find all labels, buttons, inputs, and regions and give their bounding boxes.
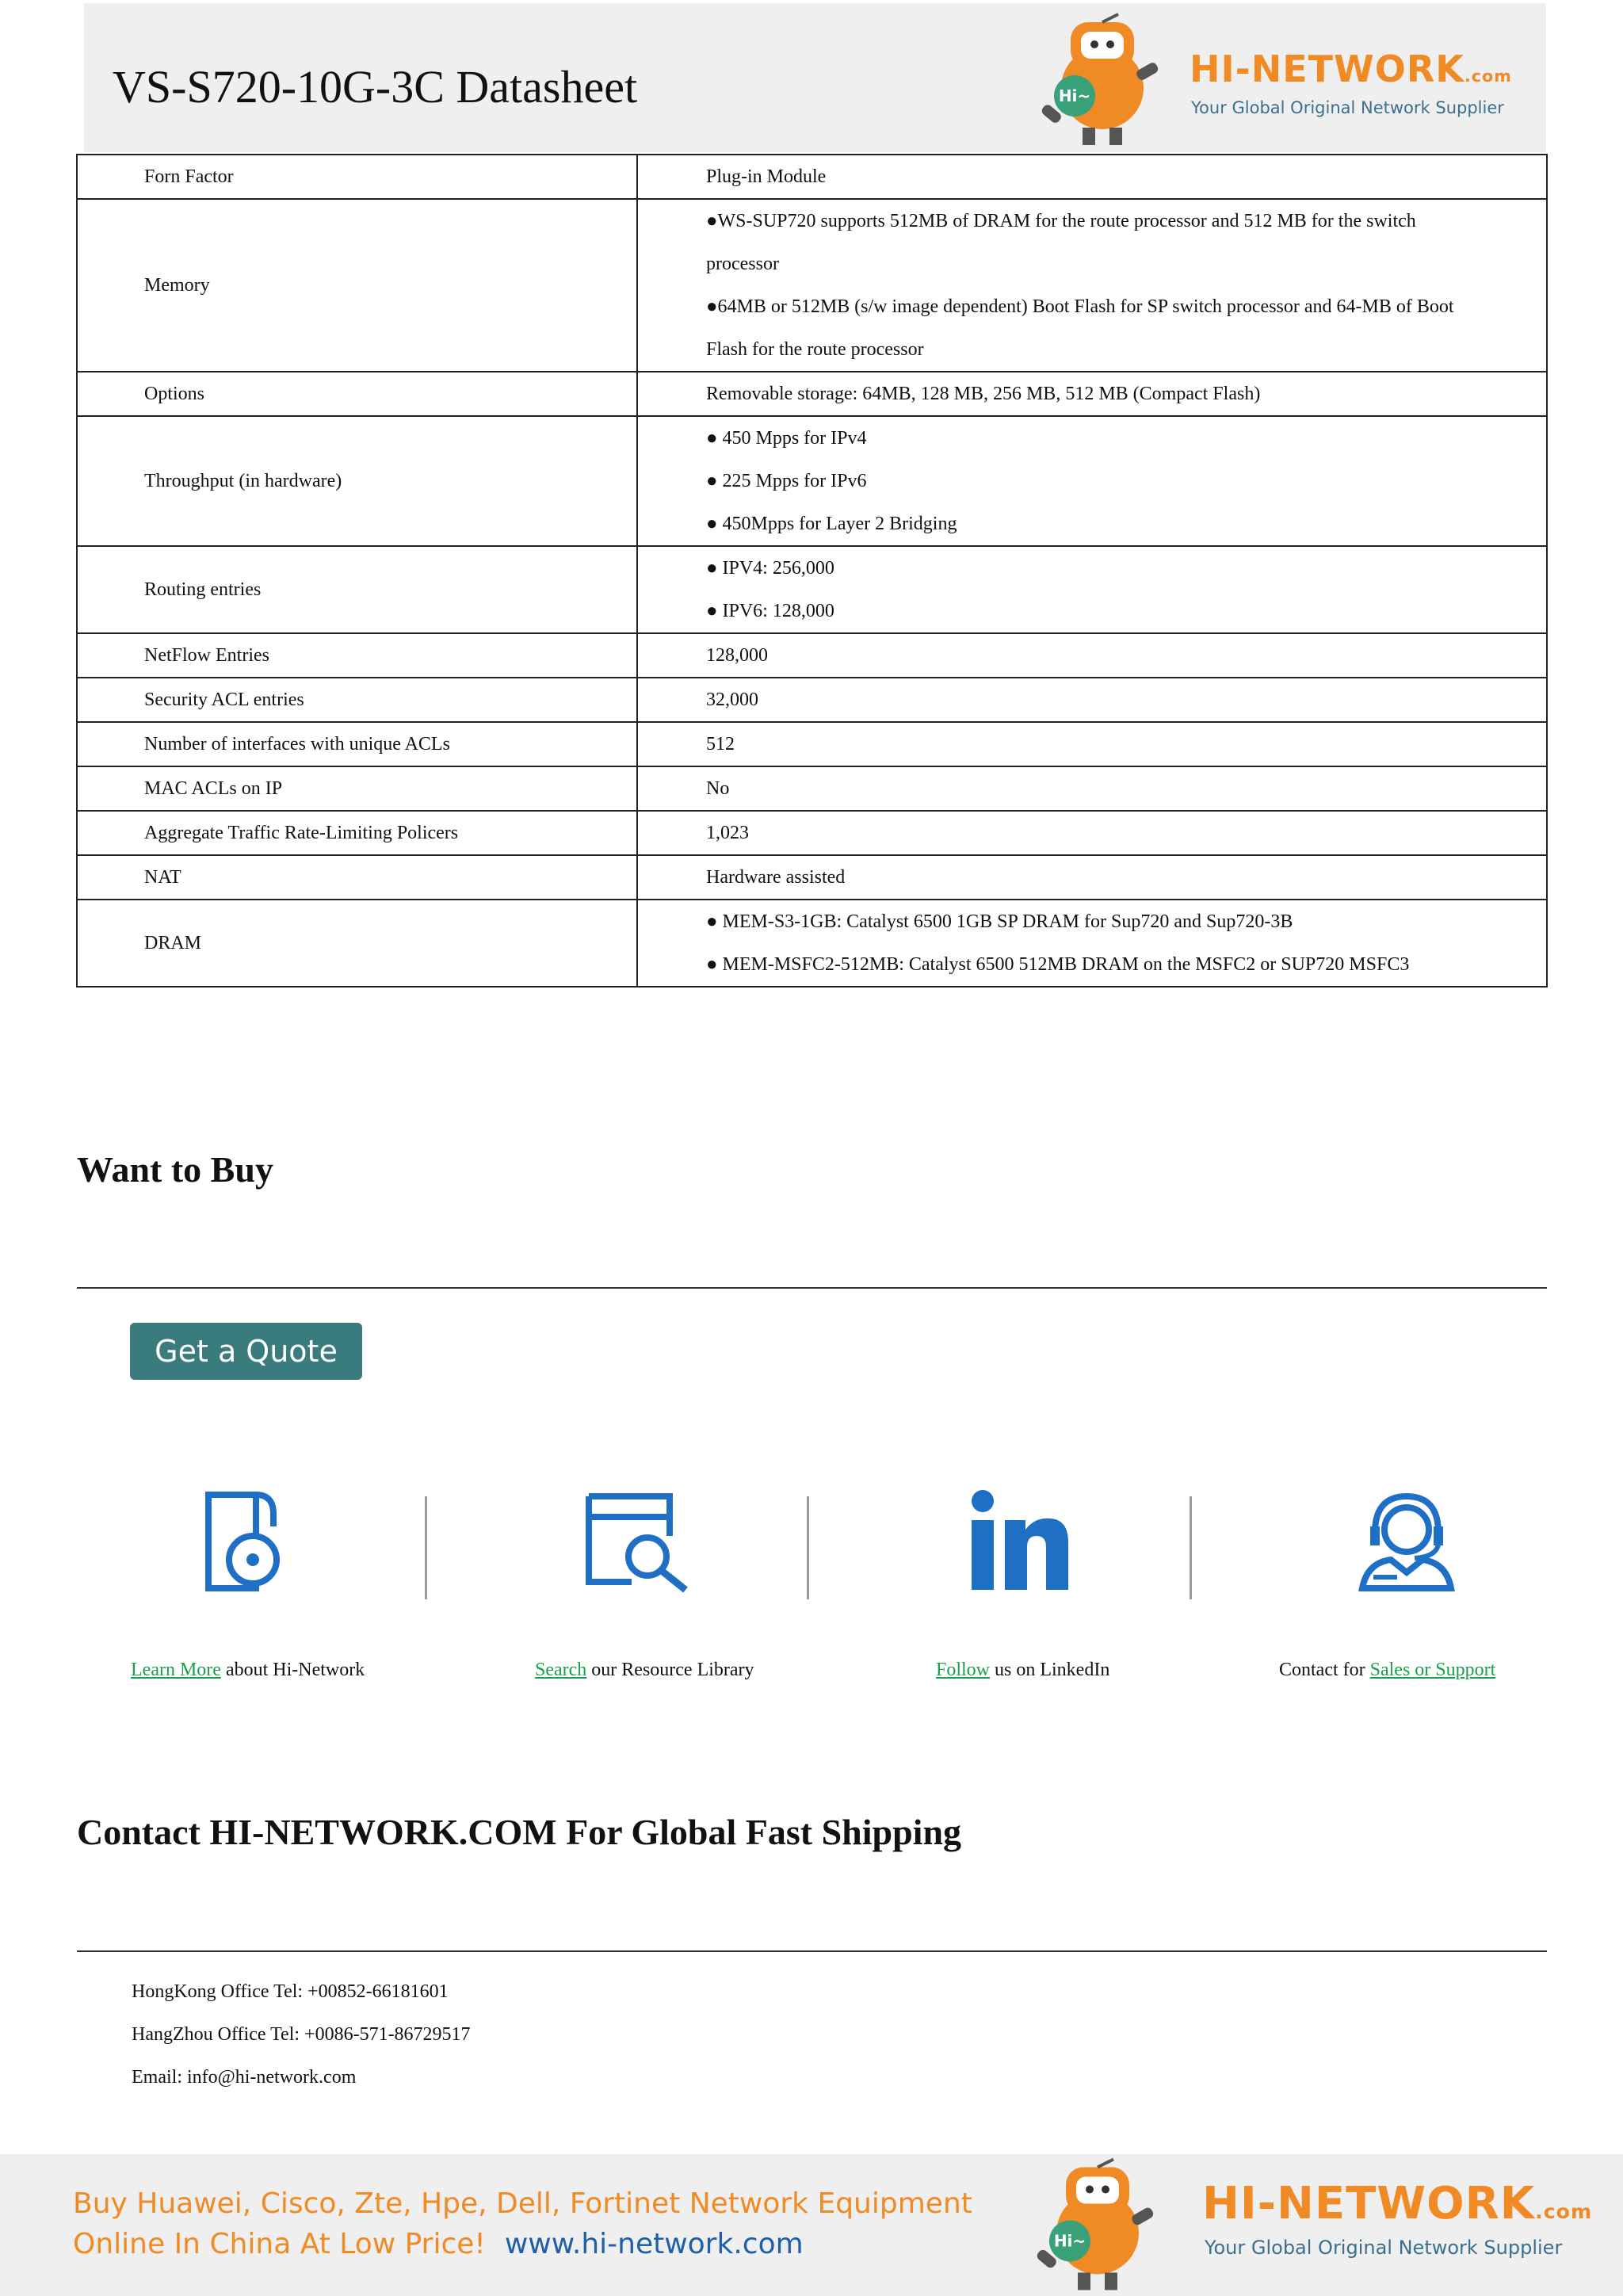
logo-suffix: .com (1464, 67, 1512, 86)
spec-value (637, 199, 1547, 372)
spec-label: Number of interfaces with unique ACLs (77, 722, 637, 766)
robot-badge-text: Hi~ (1058, 86, 1091, 105)
footer-line-2: Online In China At Low Price! www.hi-network.com (73, 2228, 804, 2260)
spec-table-body (77, 155, 1547, 987)
footer-line-1: Buy Huawei, Cisco, Zte, Hpe, Dell, Fortinet Network Equipment (73, 2187, 972, 2220)
linkedin-icon[interactable] (967, 1490, 1078, 1593)
spec-label: MAC ACLs on IP (77, 766, 637, 811)
footer-url-link[interactable]: www.hi-network.com (504, 2228, 804, 2260)
robot-mascot-icon (1022, 2154, 1181, 2296)
spec-value-line: Hardware assisted (706, 867, 846, 888)
logo-brand: HI-NETWORK (1202, 2178, 1536, 2229)
spec-value-line: Flash for the route processor (706, 339, 924, 360)
document-disc-icon[interactable] (200, 1490, 311, 1593)
spec-value-line: ● 450 Mpps for IPv4 (706, 428, 867, 449)
logo-tagline: Your Global Original Network Supplier (1191, 98, 1504, 117)
email-address[interactable]: Email: info@hi-network.com (132, 2067, 357, 2088)
page-header (84, 3, 1546, 152)
hongkong-phone: HongKong Office Tel: +00852-66181601 (132, 1981, 449, 2002)
spec-value (637, 900, 1547, 987)
spec-value-line: ●64MB or 512MB (s/w image dependent) Boot Flash for SP switch processor and 64-MB of Boot (706, 296, 1454, 317)
spec-value-line: Removable storage: 64MB, 128 MB, 256 MB, 512 MB (Compact Flash) (706, 384, 1261, 404)
divider (77, 1950, 1547, 1952)
spec-value (637, 633, 1547, 678)
get-a-quote-button[interactable]: Get a Quote (130, 1323, 362, 1380)
spec-value-line: ●WS-SUP720 supports 512MB of DRAM for the route processor and 512 MB for the switch (706, 211, 1416, 231)
spec-label: NAT (77, 855, 637, 900)
spec-value-line: 1,023 (706, 823, 749, 843)
spec-value-line: Plug-in Module (706, 166, 827, 187)
spec-row (77, 372, 1547, 416)
spec-label: NetFlow Entries (77, 633, 637, 678)
spec-row (77, 416, 1547, 546)
spec-value-line: 128,000 (706, 645, 768, 666)
header-logo[interactable] (1027, 13, 1582, 147)
follow-caption: Follow us on LinkedIn (936, 1660, 1110, 1680)
spec-label: Throughput (in hardware) (77, 416, 637, 546)
spec-label: Aggregate Traffic Rate-Limiting Policers (77, 811, 637, 855)
spec-value-line: 512 (706, 734, 735, 755)
learn-more-caption: Learn More about Hi-Network (131, 1660, 365, 1680)
icon-separator (1190, 1496, 1192, 1599)
spec-row (77, 633, 1547, 678)
robot-badge-text: Hi~ (1053, 2231, 1086, 2251)
spec-row (77, 199, 1547, 372)
divider (77, 1287, 1547, 1289)
spec-value (637, 722, 1547, 766)
spec-table (76, 154, 1548, 988)
spec-row (77, 855, 1547, 900)
sales-support-link[interactable]: Sales or Support (1369, 1660, 1496, 1680)
spec-value (637, 546, 1547, 633)
hangzhou-phone: HangZhou Office Tel: +0086-571-86729517 (132, 2024, 471, 2045)
spec-value-line: ● IPV4: 256,000 (706, 558, 834, 579)
spec-row (77, 766, 1547, 811)
logo-tagline: Your Global Original Network Supplier (1205, 2237, 1563, 2259)
contact-heading: Contact HI-NETWORK.COM For Global Fast Shipping (77, 1812, 962, 1852)
spec-value-line: ● MEM-S3-1GB: Catalyst 6500 1GB SP DRAM for Sup720 and Sup720-3B (706, 911, 1293, 932)
logo-brand: HI-NETWORK (1190, 48, 1465, 90)
spec-value-line: processor (706, 254, 779, 274)
spec-value (637, 372, 1547, 416)
spec-value (637, 416, 1547, 546)
spec-value-line: ● IPV6: 128,000 (706, 601, 834, 621)
spec-row (77, 155, 1547, 199)
page-title: VS-S720-10G-3C Datasheet (113, 61, 638, 113)
robot-mascot-icon (1027, 13, 1186, 147)
spec-row (77, 722, 1547, 766)
search-window-icon[interactable] (582, 1490, 693, 1593)
spec-row (77, 678, 1547, 722)
footer-logo[interactable] (1022, 2154, 1593, 2296)
spec-value-line: No (706, 778, 730, 799)
spec-value-line: ● 450Mpps for Layer 2 Bridging (706, 514, 957, 534)
spec-label: Memory (77, 199, 637, 372)
spec-value (637, 678, 1547, 722)
spec-value-line: 32,000 (706, 690, 758, 710)
footer-banner (0, 2154, 1623, 2296)
support-agent-icon[interactable] (1351, 1490, 1462, 1593)
spec-label: Options (77, 372, 637, 416)
want-to-buy-heading: Want to Buy (77, 1149, 273, 1190)
spec-value-line: ● 225 Mpps for IPv6 (706, 471, 867, 491)
spec-row (77, 900, 1547, 987)
logo-suffix: .com (1535, 2200, 1593, 2223)
spec-value (637, 811, 1547, 855)
icon-separator (807, 1496, 809, 1599)
icon-separator (425, 1496, 427, 1599)
spec-row (77, 811, 1547, 855)
spec-label: Security ACL entries (77, 678, 637, 722)
spec-value (637, 855, 1547, 900)
spec-label: Routing entries (77, 546, 637, 633)
spec-value (637, 766, 1547, 811)
search-link[interactable]: Search (535, 1660, 587, 1680)
spec-label: Forn Factor (77, 155, 637, 199)
spec-label: DRAM (77, 900, 637, 987)
spec-row (77, 546, 1547, 633)
contact-caption: Contact for Sales or Support (1279, 1660, 1496, 1680)
spec-value-line: ● MEM-MSFC2-512MB: Catalyst 6500 512MB DRAM on the MSFC2 or SUP720 MSFC3 (706, 954, 1410, 975)
spec-value (637, 155, 1547, 199)
search-caption: Search our Resource Library (535, 1660, 754, 1680)
learn-more-link[interactable]: Learn More (131, 1660, 221, 1680)
follow-link[interactable]: Follow (936, 1660, 991, 1680)
